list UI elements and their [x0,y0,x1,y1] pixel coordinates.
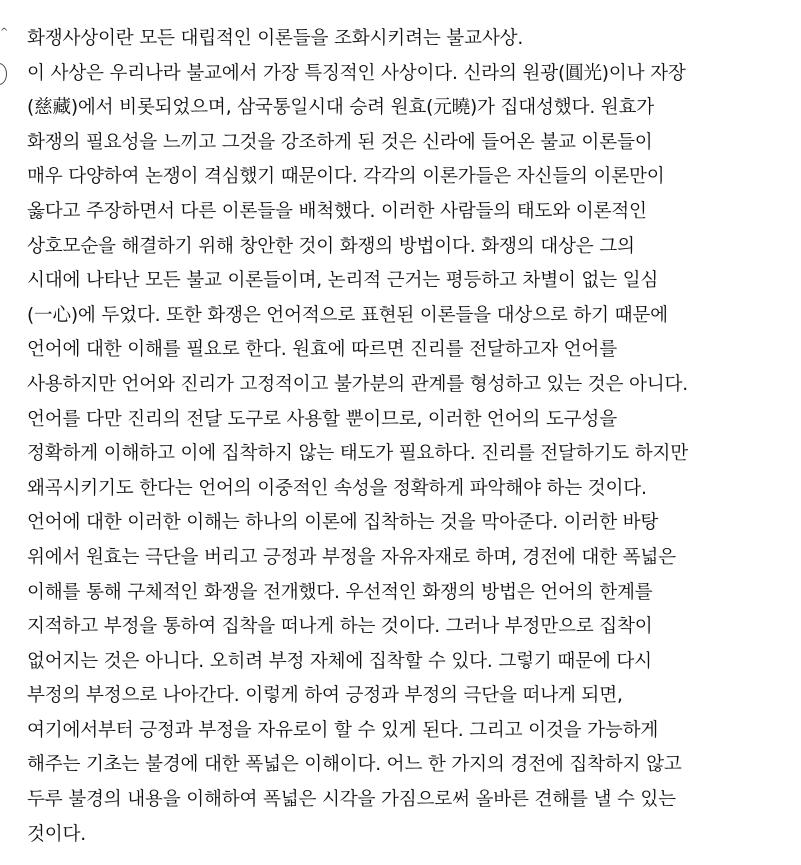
text-line: 이 사상은 우리나라 불교에서 가장 특징적인 사상이다. 신라의 원광(圓光)이나 자장 [27,62,686,84]
text-line: 옳다고 주장하면서 다른 이론들을 배척했다. 이러한 사람들의 태도와 이론적인 [27,200,647,222]
text-line: 없어지는 것은 아니다. 오히려 부정 자체에 집착할 수 있다. 그렇기 때문에 다시 [27,650,652,672]
text-line: 언어에 대한 이러한 이해는 하나의 이론에 집착하는 것을 막아준다. 이러한 바탕 [27,512,659,534]
text-line: 화쟁사상이란 모든 대립적인 이론들을 조화시키려는 불교사상. [27,28,524,49]
text-line: 언어에 대한 이해를 필요로 한다. 원효에 따르면 진리를 전달하고자 언어를 [27,339,617,361]
text-line: (慈藏)에서 비롯되었으며, 삼국통일시대 승려 원효(元曉)가 집대성했다. 원효가 [27,97,655,119]
text-line: 것이다. [27,823,86,845]
text-line: 두루 불경의 내용을 이해하여 폭넓은 시각을 가짐으로써 올바른 견해를 낼 수 있는 [27,789,676,811]
text-line: 언어를 다만 진리의 전달 도구로 사용할 뿐이므로, 이러한 언어의 도구성을 [27,408,617,430]
text-line: 위에서 원효는 극단을 버리고 긍정과 부정을 자유자재로 하며, 경전에 대한 폭넓은 [27,546,676,568]
text-line: 화쟁의 필요성을 느끼고 그것을 강조하게 된 것은 신라에 들어온 불교 이론들이 [27,131,653,153]
text-line: 매우 다양하여 논쟁이 격심했기 때문이다. 각각의 이론가들은 자신들의 이론만이 [27,166,665,188]
edge-caret-mark: ^ [0,27,9,38]
text-line: (一心)에 두었다. 또한 화쟁은 언어적으로 표현된 이론들을 대상으로 하기 때문에 [27,304,668,326]
text-line: 해주는 기초는 불경에 대한 폭넓은 이해이다. 어느 한 가지의 경전에 집착하지 않고 [27,754,682,776]
text-line: 상호모순을 해결하기 위해 창안한 것이 화쟁의 방법이다. 화쟁의 대상은 그의 [27,235,635,257]
text-line: 시대에 나타난 모든 불교 이론들이며, 논리적 근거는 평등하고 차별이 없는 일심 [27,270,659,292]
text-line: 지적하고 부정을 통하여 집착을 떠나게 하는 것이다. 그러나 부정만으로 집착이 [27,616,653,638]
text-line: 이해를 통해 구체적인 화쟁을 전개했다. 우선적인 화쟁의 방법은 언어의 한계를 [27,581,653,603]
text-line: 왜곡시키기도 한다는 언어의 이중적인 속성을 정확하게 파악해야 하는 것이다. [27,477,647,499]
text-line: 여기에서부터 긍정과 부정을 자유로이 할 수 있게 된다. 그리고 이것을 가능하게 [27,719,659,741]
text-line: 사용하지만 언어와 진리가 고정적이고 불가분의 관계를 형성하고 있는 것은 아니다. [27,373,688,395]
text-line: 부정의 부정으로 나아간다. 이렇게 하여 긍정과 부정의 극단을 떠나게 되면, [27,685,623,707]
edge-circle-mark [0,63,7,85]
article-text [27,22,799,852]
text-line: 정확하게 이해하고 이에 집착하지 않는 태도가 필요하다. 진리를 전달하기도 하지만 [27,443,688,465]
